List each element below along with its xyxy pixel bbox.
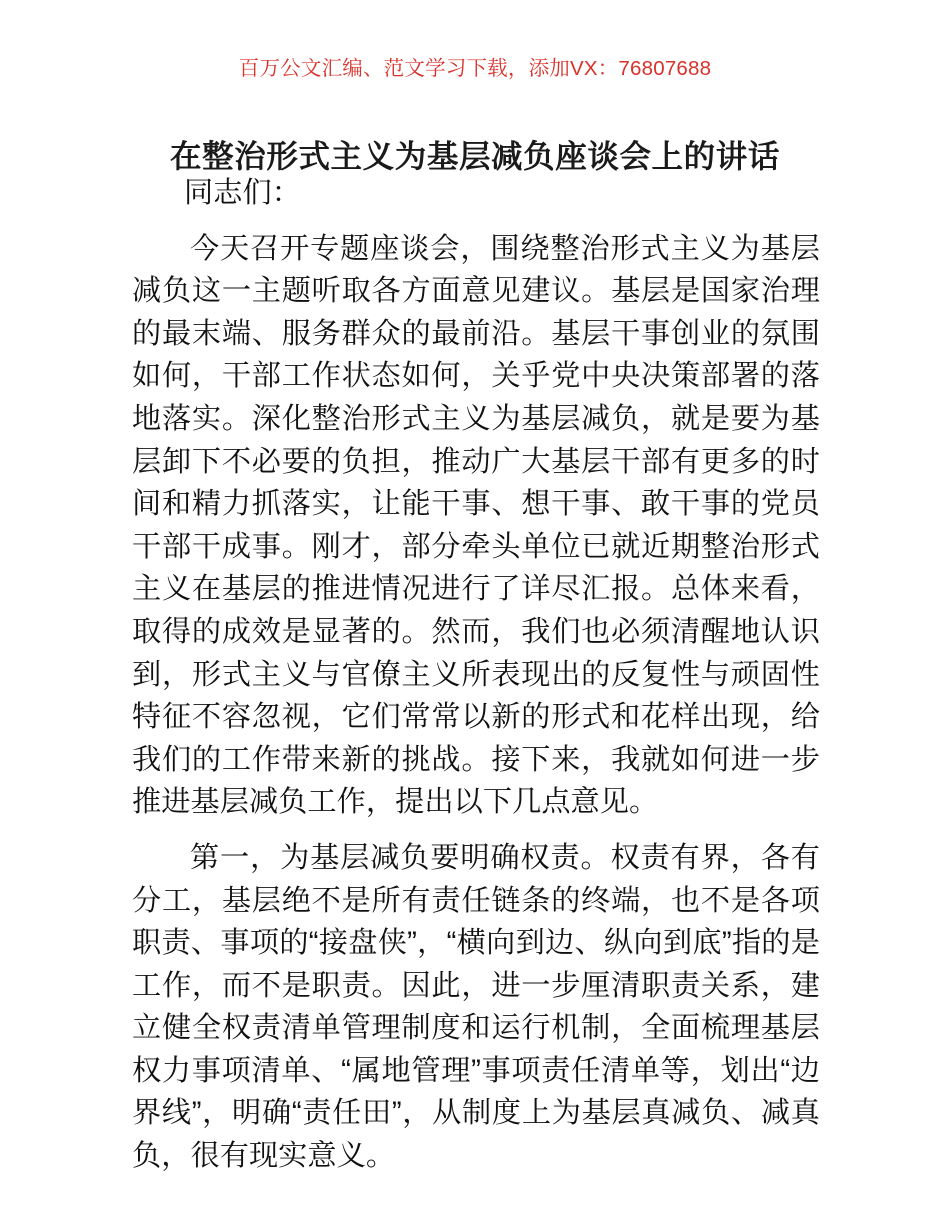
- body-paragraph: 第一，为基层减负要明确权责。权责有界，各有分工，基层绝不是所有责任链条的终端，也不是各项职责、事项的“接盘侠”，“横向到边、纵向到底”指的是工作，而不是职责。因此，进一步厘清职责关系，建立健全权责清单管理制度和运行机制，全面梳理基层权力事项清单、“属地管理”事项责任清单等，划出“边界线”，明确“责任田”，从制度上为基层真减负、减真负，很有现实意义。: [132, 841, 820, 1173]
- salutation: 同志们：: [184, 177, 301, 209]
- document-body: [132, 172, 820, 1178]
- page-title: 在整治形式主义为基层减负座谈会上的讲话: [170, 138, 780, 175]
- body-paragraph: 今天召开专题座谈会，围绕整治形式主义为基层减负这一主题听取各方面意见建议。基层是国家治理的最末端、服务群众的最前沿。基层干事创业的氛围如何，干部工作状态如何，关乎党中央决策部署的落地落实。深化整治形式主义为基层减负，就是要为基层卸下不必要的负担，推动广大基层干部有更多的时间和精力抓落实，让能干事、想干事、敢干事的党员干部干成事。刚才，部分牵头单位已就近期整治形式主义在基层的推进情况进行了详尽汇报。总体来看，取得的成效是显著的。然而，我们也必须清醒地认识到，形式主义与官僚主义所表现出的反复性与顽固性特征不容忽视，它们常常以新的形式和花样出现，给我们的工作带来新的挑战。接下来，我就如何进一步推进基层减负工作，提出以下几点意见。: [132, 232, 820, 819]
- promo-watermark: 百万公文汇编、范文学习下载，添加VX：76807688: [238, 57, 712, 80]
